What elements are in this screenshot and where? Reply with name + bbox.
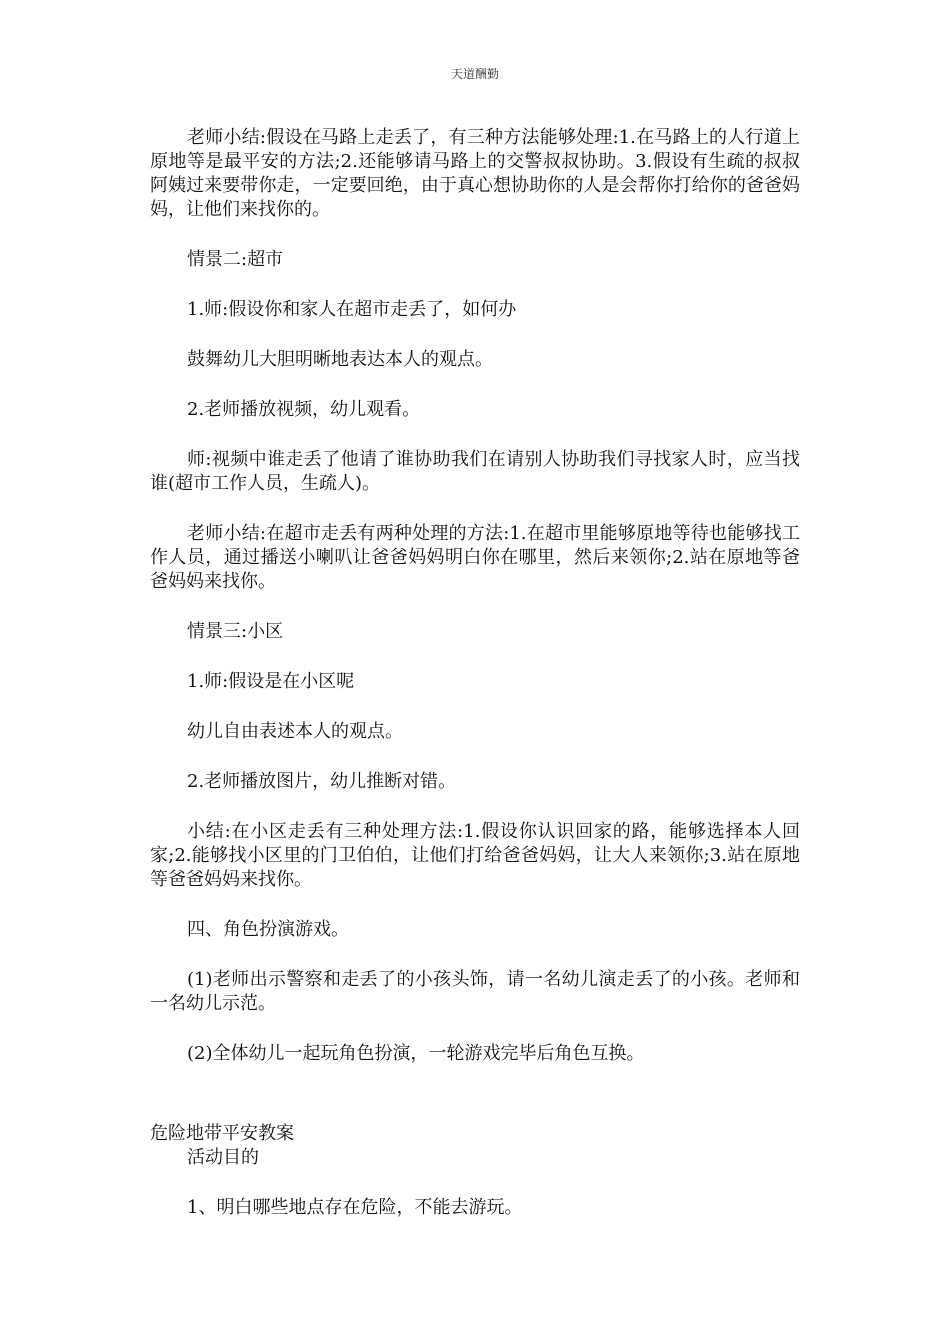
paragraph-play-video: 2.老师播放视频，幼儿观看。 [187, 399, 421, 420]
heading-scene-three: 情景三:小区 [187, 621, 284, 642]
paragraph-video-question: 师:视频中谁走丢了他请了谁协助我们在请别人协助我们寻找家人时，应当找谁(超市工作人员，生疏人)。 [150, 449, 800, 494]
paragraph-encourage-express: 鼓舞幼儿大胆明晰地表达本人的观点。 [187, 349, 493, 370]
section-subtitle: 活动目的 [187, 1147, 259, 1168]
paragraph-supermarket-summary: 老师小结:在超市走丢有两种处理的方法:1.在超市里能够原地等待也能够找工作人员，通过播送小喇叭让爸爸妈妈明白你在哪里，然后来领你;2.站在原地等爸爸妈妈来找你。 [150, 523, 800, 592]
paragraph-supermarket-question: 1.师:假设你和家人在超市走丢了，如何办 [187, 299, 517, 320]
page-header: 天道酬勤 [450, 67, 499, 81]
section-title: 危险地带平安教案 [150, 1123, 294, 1144]
heading-role-play: 四、角色扮演游戏。 [187, 919, 349, 940]
list-item-one: 1、明白哪些地点存在危险，不能去游玩。 [187, 1197, 523, 1218]
paragraph-road-summary: 老师小结:假设在马路上走丢了，有三种方法能够处理:1.在马路上的人行道上原地等是最平安的方法;2.还能够请马路上的交警叔叔协助。3.假设有生疏的叔叔阿姨过来要带你走，一定要回绝，由于真心想协助你的人是会帮你打给你的爸爸妈妈，让他们来找你的。 [150, 127, 800, 220]
paragraph-play-pictures: 2.老师播放图片，幼儿推断对错。 [187, 771, 457, 792]
paragraph-role-play-two: (2)全体幼儿一起玩角色扮演，一轮游戏完毕后角色互换。 [187, 1043, 645, 1064]
paragraph-role-play-one: (1)老师出示警察和走丢了的小孩头饰，请一名幼儿演走丢了的小孩。老师和一名幼儿示范。 [150, 969, 800, 1014]
paragraph-free-express: 幼儿自由表述本人的观点。 [187, 721, 403, 742]
paragraph-community-summary: 小结:在小区走丢有三种处理方法:1.假设你认识回家的路，能够选择本人回家;2.能够找小区里的门卫伯伯，让他们打给爸爸妈妈，让大人来领你;3.站在原地等爸爸妈妈来找你。 [150, 821, 800, 890]
heading-scene-two: 情景二:超市 [187, 249, 284, 270]
paragraph-community-question: 1.师:假设是在小区呢 [187, 671, 355, 692]
document-body [150, 126, 800, 1220]
